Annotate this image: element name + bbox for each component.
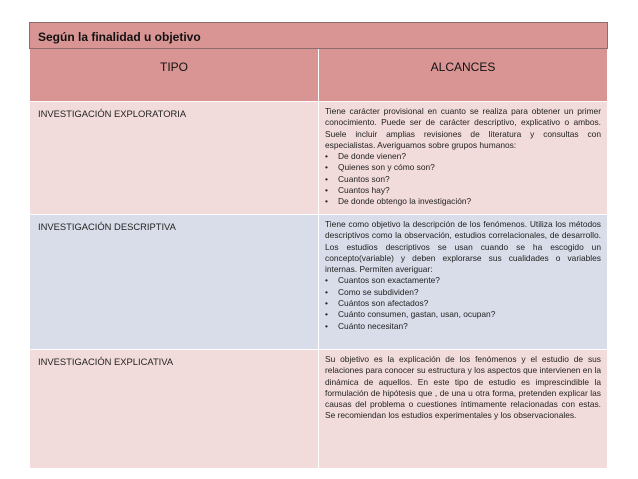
table-row (30, 215, 608, 350)
table-row (30, 350, 608, 469)
list-item: • Cuantos hay? (325, 185, 390, 196)
bullet-icon: • (325, 185, 328, 196)
alcances-cell (319, 350, 608, 469)
alcances-cell (319, 215, 608, 350)
alcances-cell (319, 102, 608, 215)
classification-table-container (29, 22, 607, 469)
tipo-cell: INVESTIGACIÓN EXPLORATORIA (30, 102, 319, 215)
header-tipo: TIPO (30, 49, 319, 102)
table-row (30, 102, 608, 215)
bullet-list (325, 151, 601, 207)
bullet-icon: • (325, 320, 328, 331)
bullet-list (325, 275, 601, 331)
header-alcances: ALCANCES (319, 49, 608, 102)
bullet-icon: • (325, 162, 328, 173)
list-item: • Cuánto consumen, gastan, usan, ocupan? (325, 309, 496, 320)
list-item: • Cuánto necesitan? (325, 320, 408, 331)
bullet-icon: • (325, 286, 328, 297)
alcances-text: Tiene carácter provisional en cuanto se realiza para obtener un primer conocimiento. Puede ser de carácter descriptivo, explicativo o ambos. Suele incluir amplias revisiones de literatura y consultas con especialistas. Averiguamos sobre grupos humanos: (325, 106, 601, 150)
list-item: • De donde obtengo la investigación? (325, 196, 472, 207)
tipo-cell: INVESTIGACIÓN EXPLICATIVA (30, 350, 319, 469)
list-item: • Cuántos son afectados? (325, 298, 429, 309)
list-item: • Quienes son y cómo son? (325, 162, 435, 173)
bullet-icon: • (325, 275, 328, 286)
list-item: • Como se subdividen? (325, 286, 419, 297)
bullet-icon: • (325, 173, 328, 184)
bullet-icon: • (325, 151, 328, 162)
bullet-icon: • (325, 309, 328, 320)
classification-table (29, 22, 608, 469)
table-title: Según la finalidad u objetivo (30, 23, 608, 49)
bullet-icon: • (325, 298, 328, 309)
list-item: • Cuantos son exactamente? (325, 275, 440, 286)
tipo-cell: INVESTIGACIÓN DESCRIPTIVA (30, 215, 319, 350)
alcances-text: Tiene como objetivo la descripción de los fenómenos. Utiliza los métodos descriptivos como la observación, estudios correlacionales, de desarrollo. Los estudios descriptivos se usan cuando se ha escogido un concepto(variable) y deben explorarse sus cualidades o variables internas. Permiten averiguar: (325, 219, 601, 275)
list-item: • Cuantos son? (325, 173, 390, 184)
bullet-icon: • (325, 196, 328, 207)
list-item: • De donde vienen? (325, 151, 406, 162)
alcances-text: Su objetivo es la explicación de los fenómenos y el estudio de sus relaciones para conocer su estructura y los aspectos que intervienen en la dinámica de aquellos. En este tipo de estudio es imprescindible la formulación de hipótesis que , de una u otra forma, pretenden explicar las causas del problema o cuestiones íntimamente relacionadas con estas. Se recomiendan los estudios experimentales y los observacionales. (325, 354, 601, 421)
